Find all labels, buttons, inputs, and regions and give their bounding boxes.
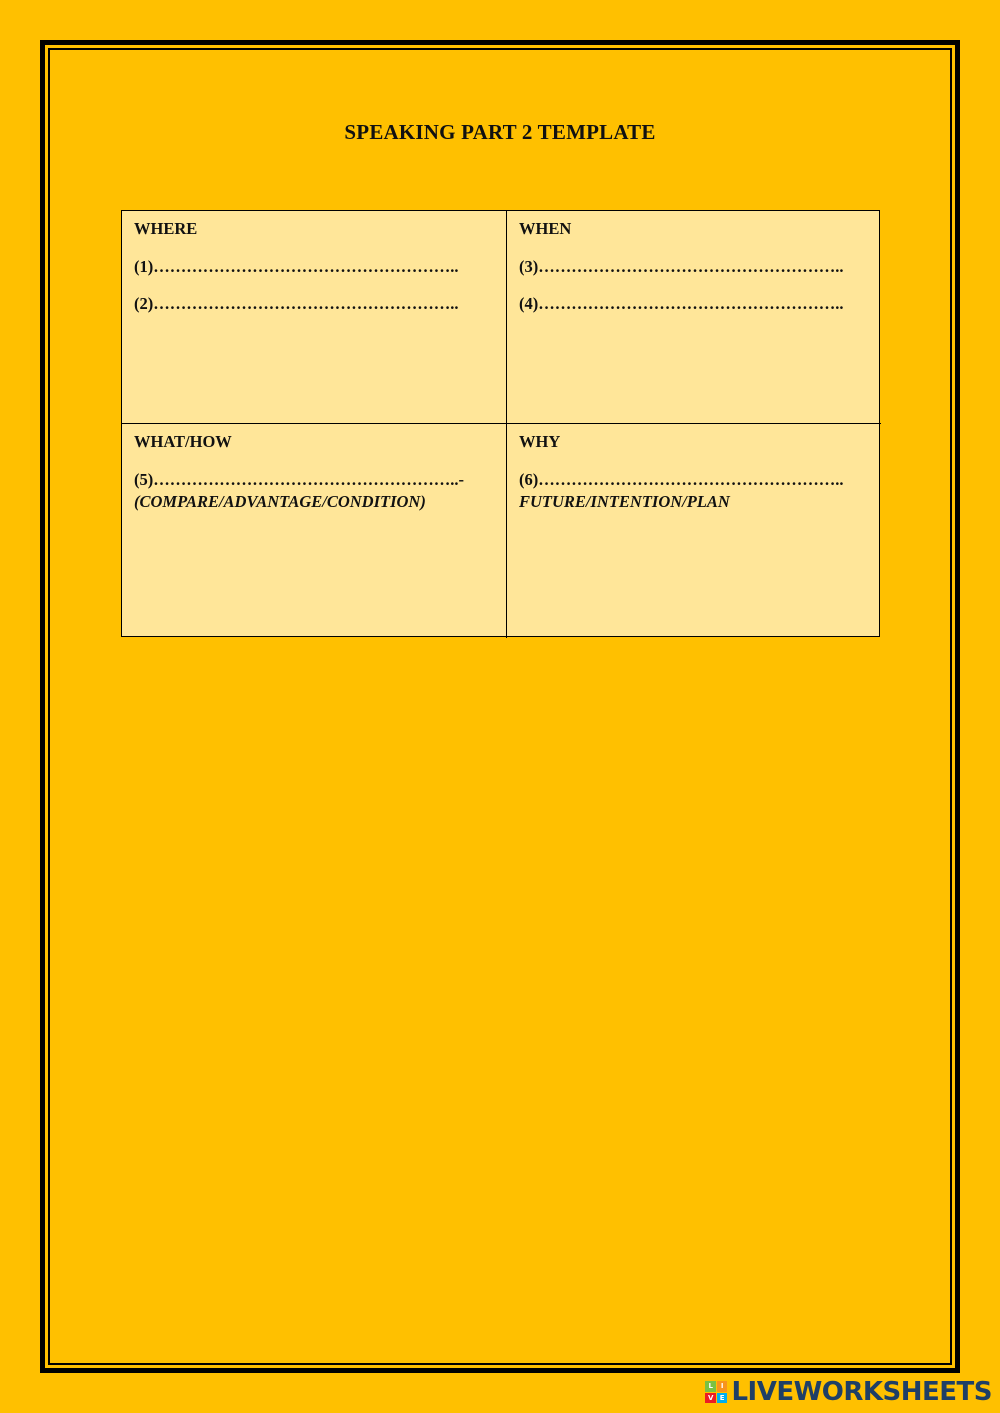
answer-line-5: (5)………………………………………………..- [134,470,464,489]
logo-mark-v: V [705,1393,716,1404]
logo-mark-i: I [717,1381,728,1392]
why-heading: WHY [519,432,561,451]
liveworksheets-logo-icon [705,1381,727,1403]
logo-text: LIVEWORKSHEETS [731,1377,992,1407]
cell-where [122,211,507,424]
logo-mark-l: L [705,1381,716,1392]
worksheet-title: SPEAKING PART 2 TEMPLATE [344,120,656,144]
template-table [121,210,880,637]
logo-mark-e: E [717,1393,728,1404]
cell-what-how [122,424,507,638]
answer-line-2: (2)……………………………………………….. [134,294,459,313]
liveworksheets-logo[interactable] [705,1377,992,1407]
what-how-heading: WHAT/HOW [134,432,232,451]
when-heading: WHEN [519,219,572,238]
where-heading: WHERE [134,219,198,238]
answer-line-6: (6)……………………………………………….. [519,470,844,489]
why-hint: FUTURE/INTENTION/PLAN [519,492,730,511]
cell-when [507,211,881,424]
cell-why [507,424,881,638]
answer-line-4: (4)……………………………………………….. [519,294,844,313]
answer-line-1: (1)……………………………………………….. [134,257,459,276]
what-how-hint: (COMPARE/ADVANTAGE/CONDITION) [134,492,426,511]
answer-line-3: (3)……………………………………………….. [519,257,844,276]
